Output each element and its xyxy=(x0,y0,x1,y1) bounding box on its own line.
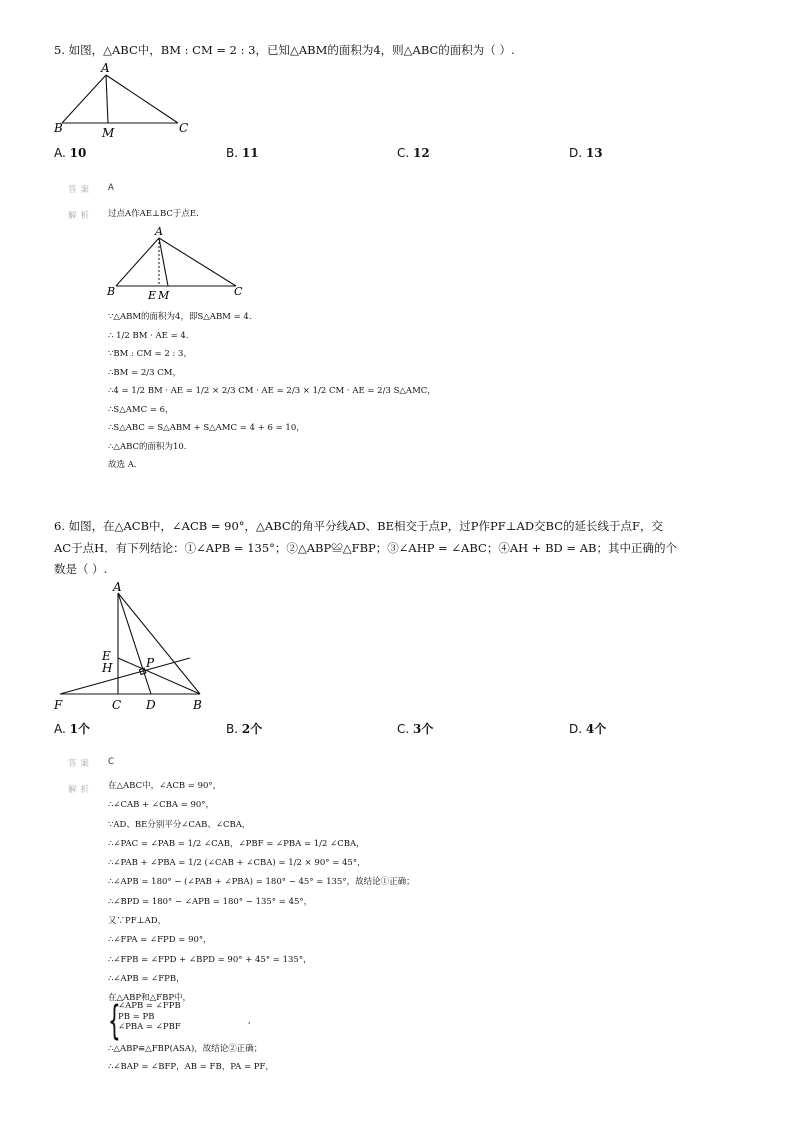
q6-stem-line3: 数是（ ）. xyxy=(54,562,108,576)
q6-step: 在△ABC中，∠ACB = 90°， xyxy=(108,781,222,791)
q6-label-e: E xyxy=(102,649,111,663)
q5-solution-figure xyxy=(100,222,260,306)
q5-analysis-steps xyxy=(108,308,436,475)
q6-step: ∵AD、BE分别平分∠CAB、∠CBA， xyxy=(108,819,251,830)
q6-figure xyxy=(50,578,220,718)
q6-analysis-steps xyxy=(108,777,415,1009)
q6-label-p: P xyxy=(146,656,155,670)
q6-step: ∴∠APB = ∠FPB， xyxy=(108,973,185,984)
q6-option-b[interactable]: B. 2个 xyxy=(226,722,263,736)
q6-step: 又∵PF⊥AD， xyxy=(108,916,167,927)
q5-step: ∴△ABC的面积为10. xyxy=(108,441,187,452)
q6-step: ∴∠BPD = 180° − ∠APB = 180° − 135° = 45°， xyxy=(108,896,313,907)
q5-step: ∴4 = 1/2 BM · AE = 1/2 × 2/3 CM · AE = 2/3 × 1/2 CM · AE = 2/3 S△AMC， xyxy=(108,386,436,396)
q6-label-c: C xyxy=(112,698,122,712)
q5-step: ∴S△ABC = S△ABM + S△AMC = 4 + 6 = 10， xyxy=(108,423,305,433)
q5-step: ∴S△AMC = 6， xyxy=(108,404,174,415)
q5s-label-e: E xyxy=(148,289,157,302)
left-brace-icon: { xyxy=(108,998,121,1044)
q6-label-d: D xyxy=(146,698,156,712)
q6-system-line: PB = PB xyxy=(118,1011,155,1022)
q6-option-a[interactable]: A. 1个 xyxy=(54,722,90,736)
q5s-label-b: B xyxy=(107,285,116,298)
q5-answer-label: 答案 xyxy=(68,185,94,195)
q5-label-c: C xyxy=(179,121,189,135)
q6-label-b: B xyxy=(193,698,202,712)
q6-analysis-label: 解析 xyxy=(68,785,94,795)
q6-stem-line1: 6. 如图，在△ACB中，∠ACB = 90°，△ABC的角平分线AD、BE相交于点P，过P作PF⊥AD交BC的延长线于点F，交 xyxy=(54,519,664,533)
q6-label-a: A xyxy=(113,580,122,594)
q6-step: ∴∠PAC = ∠PAB = 1/2 ∠CAB，∠PBF = ∠PBA = 1/2 ∠CBA， xyxy=(108,838,365,849)
q5-option-b[interactable]: B. 11 xyxy=(226,146,259,160)
q5-step: ∴BM = 2/3 CM， xyxy=(108,367,181,378)
q6-step: ∴∠PAB + ∠PBA = 1/2 (∠CAB + ∠CBA) = 1/2 × 90° = 45°， xyxy=(108,858,366,869)
q6-answer: C xyxy=(108,757,114,767)
q6-option-c[interactable]: C. 3个 xyxy=(397,722,434,736)
q5-option-a[interactable]: A. 10 xyxy=(54,146,87,160)
q6-step: ∴∠FPA = ∠FPD = 90°， xyxy=(108,935,212,946)
q5s-label-c: C xyxy=(234,285,243,298)
q5-step: 故选 A. xyxy=(108,460,137,470)
q6-label-h: H xyxy=(102,661,113,675)
q5-step: ∵△ABM的面积为4，即S△ABM = 4. xyxy=(108,312,252,322)
q5-option-c[interactable]: C. 12 xyxy=(397,146,430,160)
q6-option-d[interactable]: D. 4个 xyxy=(569,722,607,736)
q6-step: ∴∠CAB + ∠CBA = 90°， xyxy=(108,800,215,811)
q6-label-f: F xyxy=(54,698,63,712)
q6-step: ∴△ABP≌△FBP(ASA)，故结论②正确； xyxy=(108,1044,263,1054)
q6-system-line: ∠PBA = ∠PBF xyxy=(118,1022,181,1032)
q5-label-b: B xyxy=(54,121,63,135)
q6-system-line: ∠APB = ∠FPB xyxy=(118,1001,181,1011)
q6-answer-label: 答案 xyxy=(68,759,94,769)
q5-label-m: M xyxy=(102,126,115,140)
q5s-label-a: A xyxy=(155,225,163,238)
q5-stem: 5. 如图，△ABC中，BM : CM = 2 : 3，已知△ABM的面积为4，则△ABC的面积为（ ）. xyxy=(54,43,515,57)
q6-step: ∴∠APB = 180° − (∠PAB + ∠PBA) = 180° − 45° = 135°，故结论①正确； xyxy=(108,877,415,888)
q5-step: ∴ 1/2 BM · AE = 4. xyxy=(108,330,189,341)
q5-analysis-label: 解析 xyxy=(68,211,94,221)
q6-stem-line2: AC于点H．有下列结论：①∠APB = 135°；②△ABP≌△FBP；③∠AHP = ∠ABC；④AH + BD = AB；其中正确的个 xyxy=(54,541,677,555)
q5-answer: A xyxy=(108,183,114,193)
q5-figure xyxy=(50,58,200,142)
q5s-label-m: M xyxy=(158,289,170,302)
q6-step: ∴∠BAP = ∠BFP，AB = FB，PA = PF， xyxy=(108,1062,274,1072)
q5-step: ∵BM : CM = 2 : 3， xyxy=(108,349,192,359)
q5-analysis-intro: 过点A作AE⊥BC于点E. xyxy=(108,209,199,219)
q5-option-d[interactable]: D. 13 xyxy=(569,146,603,160)
q6-step: ∴∠FPB = ∠FPD + ∠BPD = 90° + 45° = 135°， xyxy=(108,954,312,965)
q6-step: 在△ABP和△FBP中， xyxy=(108,993,192,1004)
q5-label-a: A xyxy=(101,61,110,75)
